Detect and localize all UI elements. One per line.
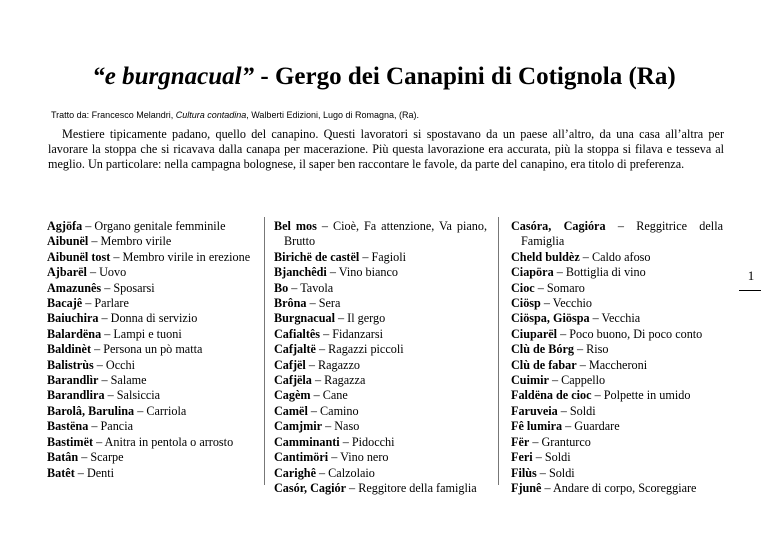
entry-term: Bastimët bbox=[47, 434, 94, 449]
entry-term: Cafialtês bbox=[274, 326, 321, 341]
glossary-entry bbox=[511, 358, 723, 373]
glossary-entry bbox=[511, 466, 723, 481]
glossary-entry bbox=[47, 327, 253, 342]
entry-term: Ciuparël bbox=[511, 326, 558, 341]
glossary-column-2 bbox=[274, 219, 487, 496]
entry-term: Clù de fabar bbox=[511, 357, 577, 372]
entry-definition: – Fidanzarsi bbox=[320, 326, 383, 341]
entry-definition: – Membro virile in erezione bbox=[110, 249, 251, 264]
entry-definition: – Salsiccia bbox=[104, 388, 161, 403]
entry-definition: – Reggitrice della Famiglia bbox=[521, 219, 723, 249]
entry-term: Bastëna bbox=[47, 419, 89, 434]
source-prefix: Tratto da: Francesco Melandri, bbox=[51, 110, 176, 120]
entry-term: Aibunël tost bbox=[47, 249, 111, 264]
entry-term: Casór, Cagiór bbox=[274, 480, 346, 495]
entry-term: Bjanchêdi bbox=[274, 265, 327, 280]
entry-term: Aibunël bbox=[47, 234, 89, 249]
glossary-entry bbox=[47, 250, 253, 265]
entry-term: Birichë de castël bbox=[274, 249, 360, 264]
entry-term: Baiuchira bbox=[47, 311, 99, 326]
glossary-entry bbox=[274, 265, 487, 280]
glossary-entry bbox=[47, 281, 253, 296]
entry-term: Fër bbox=[511, 434, 530, 449]
entry-definition: – Naso bbox=[322, 419, 360, 434]
glossary-entry bbox=[274, 404, 487, 419]
entry-definition: – Ragazzo bbox=[305, 357, 360, 372]
entry-definition: – Parlare bbox=[82, 296, 129, 311]
entry-definition: – Organo genitale femminile bbox=[82, 219, 226, 233]
page-number-rule bbox=[739, 290, 761, 291]
entry-term: Bacajê bbox=[47, 296, 83, 311]
glossary-entry bbox=[274, 419, 487, 434]
glossary-entry bbox=[274, 281, 487, 296]
entry-definition: – Sera bbox=[306, 296, 341, 311]
entry-term: Batêt bbox=[47, 465, 75, 480]
entry-definition: – Soldi bbox=[532, 450, 571, 465]
glossary-entry bbox=[47, 296, 253, 311]
entry-term: Cagèm bbox=[274, 388, 311, 403]
entry-definition: – Granturco bbox=[529, 434, 591, 449]
glossary-entry bbox=[274, 358, 487, 373]
glossary-entry bbox=[274, 481, 487, 496]
entry-term: Balardëna bbox=[47, 326, 102, 341]
entry-term: Cafjëla bbox=[274, 373, 312, 388]
glossary-entry bbox=[511, 388, 723, 403]
glossary-entry bbox=[511, 265, 723, 280]
glossary-entry bbox=[511, 327, 723, 342]
glossary-entry bbox=[274, 311, 487, 326]
entry-term: Brôna bbox=[274, 296, 307, 311]
entry-definition: – Il gergo bbox=[334, 311, 386, 326]
entry-definition: – Anitra in pentola o arrosto bbox=[93, 434, 234, 449]
entry-definition: – Tavola bbox=[288, 280, 334, 295]
glossary-entry bbox=[511, 219, 723, 250]
entry-term: Barandlìr bbox=[47, 373, 99, 388]
glossary-entry bbox=[47, 311, 253, 326]
entry-definition: – Ragazzi piccoli bbox=[315, 342, 404, 357]
glossary-entry bbox=[511, 404, 723, 419]
glossary-entry bbox=[511, 450, 723, 465]
entry-term: Burgnacual bbox=[274, 311, 335, 326]
entry-definition: – Cappello bbox=[548, 373, 606, 388]
page-number: 1 bbox=[747, 268, 755, 283]
entry-definition: – Somaro bbox=[534, 280, 585, 295]
column-divider bbox=[264, 217, 265, 485]
source-citation bbox=[51, 109, 419, 121]
entry-definition: – Calzolaio bbox=[315, 465, 375, 480]
entry-term: Barolâ, Barulina bbox=[47, 403, 135, 418]
entry-definition: – Donna di servizio bbox=[98, 311, 198, 326]
entry-term: Faruveia bbox=[511, 403, 558, 418]
glossary-entry bbox=[47, 219, 253, 234]
entry-term: Filùs bbox=[511, 465, 537, 480]
entry-definition: – Membro virile bbox=[88, 234, 172, 249]
entry-term: Balistrùs bbox=[47, 357, 94, 372]
entry-term: Bo bbox=[274, 280, 289, 295]
glossary-entry bbox=[47, 234, 253, 249]
glossary-entry bbox=[274, 327, 487, 342]
glossary-entry bbox=[511, 419, 723, 434]
entry-definition: – Persona un pò matta bbox=[91, 342, 203, 357]
entry-definition: – Pidocchi bbox=[339, 434, 395, 449]
entry-term: Cheld buldèz bbox=[511, 249, 580, 264]
column-divider bbox=[498, 217, 499, 485]
entry-term: Camjmir bbox=[274, 419, 323, 434]
entry-definition: – Ragazza bbox=[311, 373, 366, 388]
entry-term: Batân bbox=[47, 450, 79, 465]
entry-definition: – Polpette in umido bbox=[591, 388, 691, 403]
source-suffix: , Walberti Edizioni, Lugo di Romagna, (Ra). bbox=[246, 110, 420, 120]
entry-definition: – Guardare bbox=[562, 419, 620, 434]
entry-term: Cafjël bbox=[274, 357, 306, 372]
entry-term: Casóra, Cagióra bbox=[511, 219, 606, 233]
glossary-entry bbox=[511, 481, 723, 496]
entry-definition: – Poco buono, Di poco conto bbox=[557, 326, 703, 341]
glossary-entry bbox=[274, 296, 487, 311]
entry-term: Camminanti bbox=[274, 434, 340, 449]
entry-term: Baldinèt bbox=[47, 342, 92, 357]
glossary-column-3 bbox=[511, 219, 723, 496]
glossary-entry bbox=[511, 342, 723, 357]
entry-term: Faldëna de cioc bbox=[511, 388, 592, 403]
entry-definition: – Vecchia bbox=[589, 311, 641, 326]
glossary-entry bbox=[47, 419, 253, 434]
entry-term: Fê lumira bbox=[511, 419, 563, 434]
entry-definition: – Riso bbox=[573, 342, 609, 357]
entry-term: Cioc bbox=[511, 280, 535, 295]
source-book: Cultura contadina bbox=[175, 110, 247, 120]
entry-definition: – Vino nero bbox=[328, 450, 389, 465]
entry-term: Bel mos bbox=[274, 219, 317, 233]
entry-definition: – Camino bbox=[307, 403, 359, 418]
entry-definition: – Soldi bbox=[536, 465, 575, 480]
entry-term: Barandlira bbox=[47, 388, 105, 403]
entry-term: Feri bbox=[511, 450, 533, 465]
glossary-entry bbox=[47, 388, 253, 403]
glossary-entry bbox=[47, 450, 253, 465]
entry-definition: – Andare di corpo, Scoreggiare bbox=[541, 480, 697, 495]
entry-definition: – Vino bianco bbox=[326, 265, 398, 280]
intro-paragraph: Mestiere tipicamente padano, quello del canapino. Questi lavoratori si spostavano da un paese all’altro, da una casa all’altra per lavorare la stoppa che si ricavava dalla canapa per macerazione. Più questa lavorazione era accurata, più la stoppa si filava e tesseva al meglio. Un particolare: nella campagna bolognese, il saper ben raccontare le favole, da parte del canapino, era titolo di preferenza. bbox=[48, 127, 724, 171]
glossary-entry bbox=[274, 466, 487, 481]
entry-definition: – Occhi bbox=[93, 357, 136, 372]
glossary-entry bbox=[47, 466, 253, 481]
entry-definition: – Soldi bbox=[557, 403, 596, 418]
glossary-entry bbox=[511, 373, 723, 388]
entry-definition: – Reggitore della famiglia bbox=[346, 480, 477, 495]
glossary-entry bbox=[511, 435, 723, 450]
glossary-column-1 bbox=[47, 219, 253, 481]
page-title bbox=[0, 62, 768, 92]
glossary-entry bbox=[511, 311, 723, 326]
entry-term: Ciapöra bbox=[511, 265, 554, 280]
glossary-entry bbox=[274, 250, 487, 265]
entry-definition: – Scarpe bbox=[78, 450, 124, 465]
entry-term: Fjunê bbox=[511, 480, 542, 495]
glossary-entry bbox=[274, 219, 487, 250]
entry-term: Cantimöri bbox=[274, 450, 329, 465]
title-italic: “e burgnacual” bbox=[92, 63, 255, 90]
glossary-entry bbox=[47, 342, 253, 357]
glossary-entry bbox=[274, 342, 487, 357]
entry-definition: – Cane bbox=[310, 388, 348, 403]
glossary-entry bbox=[47, 373, 253, 388]
glossary-entry bbox=[511, 250, 723, 265]
entry-definition: – Carriola bbox=[134, 403, 187, 418]
entry-term: Agjöfa bbox=[47, 219, 83, 233]
entry-term: Ajbarël bbox=[47, 265, 87, 280]
entry-term: Cuimir bbox=[511, 373, 549, 388]
entry-definition: – Cioè, Fa attenzione, Va piano, Brutto bbox=[284, 219, 488, 249]
entry-definition: – Caldo afoso bbox=[579, 249, 651, 264]
entry-term: Ciösp bbox=[511, 296, 541, 311]
entry-term: Clù de Bórg bbox=[511, 342, 574, 357]
entry-definition: – Denti bbox=[74, 465, 115, 480]
glossary-entry bbox=[47, 265, 253, 280]
entry-term: Amazunês bbox=[47, 280, 102, 295]
entry-term: Ciöspa, Giöspa bbox=[511, 311, 590, 326]
entry-definition: – Pancia bbox=[88, 419, 133, 434]
glossary-entry bbox=[47, 435, 253, 450]
glossary-entry bbox=[47, 358, 253, 373]
entry-definition: – Bottiglia di vino bbox=[553, 265, 646, 280]
title-rest: - Gergo dei Canapini di Cotignola (Ra) bbox=[254, 63, 676, 90]
glossary-entry bbox=[274, 373, 487, 388]
glossary-entry bbox=[274, 450, 487, 465]
entry-definition: – Salame bbox=[98, 373, 147, 388]
glossary-entry bbox=[511, 281, 723, 296]
glossary-entry bbox=[47, 404, 253, 419]
entry-definition: – Fagioli bbox=[359, 249, 407, 264]
entry-definition: – Maccheroni bbox=[576, 357, 648, 372]
entry-definition: – Uovo bbox=[86, 265, 127, 280]
entry-definition: – Sposarsi bbox=[101, 280, 155, 295]
glossary-entry bbox=[274, 435, 487, 450]
entry-term: Camël bbox=[274, 403, 308, 418]
entry-definition: – Lampi e tuoni bbox=[101, 326, 182, 341]
glossary-entry bbox=[274, 388, 487, 403]
entry-term: Carighê bbox=[274, 465, 316, 480]
glossary-entry bbox=[511, 296, 723, 311]
entry-term: Cafjaltë bbox=[274, 342, 316, 357]
entry-definition: – Vecchio bbox=[540, 296, 593, 311]
